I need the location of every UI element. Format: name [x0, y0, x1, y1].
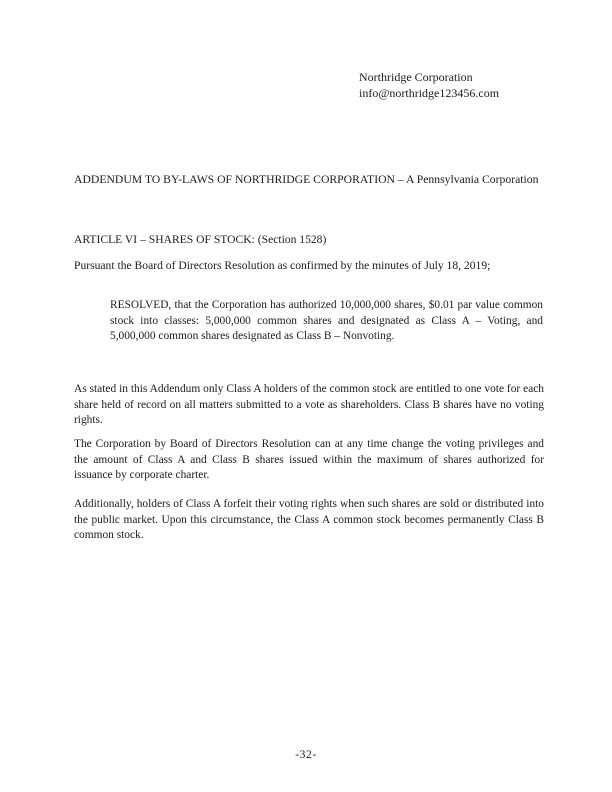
- intro-paragraph: Pursuant the Board of Directors Resolution as confirmed by the minutes of July 18, 2019;: [74, 259, 491, 272]
- document-title: ADDENDUM TO BY-LAWS OF NORTHRIDGE CORPORATION – A Pennsylvania Corporation: [74, 173, 539, 186]
- resolved-clause: RESOLVED, that the Corporation has authorized 10,000,000 shares, $0.01 par value common stock into classes: 5,000,000 common shares and designated as Class A – Voting, and 5,000,000 common shares designated as Class B – Nonvoting.: [110, 299, 543, 342]
- letterhead: [359, 70, 499, 101]
- body-paragraph: Additionally, holders of Class A forfeit their voting rights when such shares are sold or distributed into the public market. Upon this circumstance, the Class A common stock becomes permanently Class B common stock.: [74, 498, 544, 541]
- article-heading: ARTICLE VI – SHARES OF STOCK: (Section 1528): [74, 233, 327, 246]
- body-paragraph: As stated in this Addendum only Class A holders of the common stock are entitled to one vote for each share held of record on all matters submitted to a vote as shareholders. Class B shares have no voting rights.: [74, 383, 544, 426]
- company-name: Northridge Corporation: [359, 70, 473, 84]
- body-paragraph: The Corporation by Board of Directors Resolution can at any time change the voting privileges and the amount of Class A and Class B shares issued within the maximum of shares authorized for issuance by corporate charter.: [74, 438, 544, 481]
- page-number: -32-: [295, 749, 317, 761]
- company-email: info@northridge123456.com: [359, 85, 500, 100]
